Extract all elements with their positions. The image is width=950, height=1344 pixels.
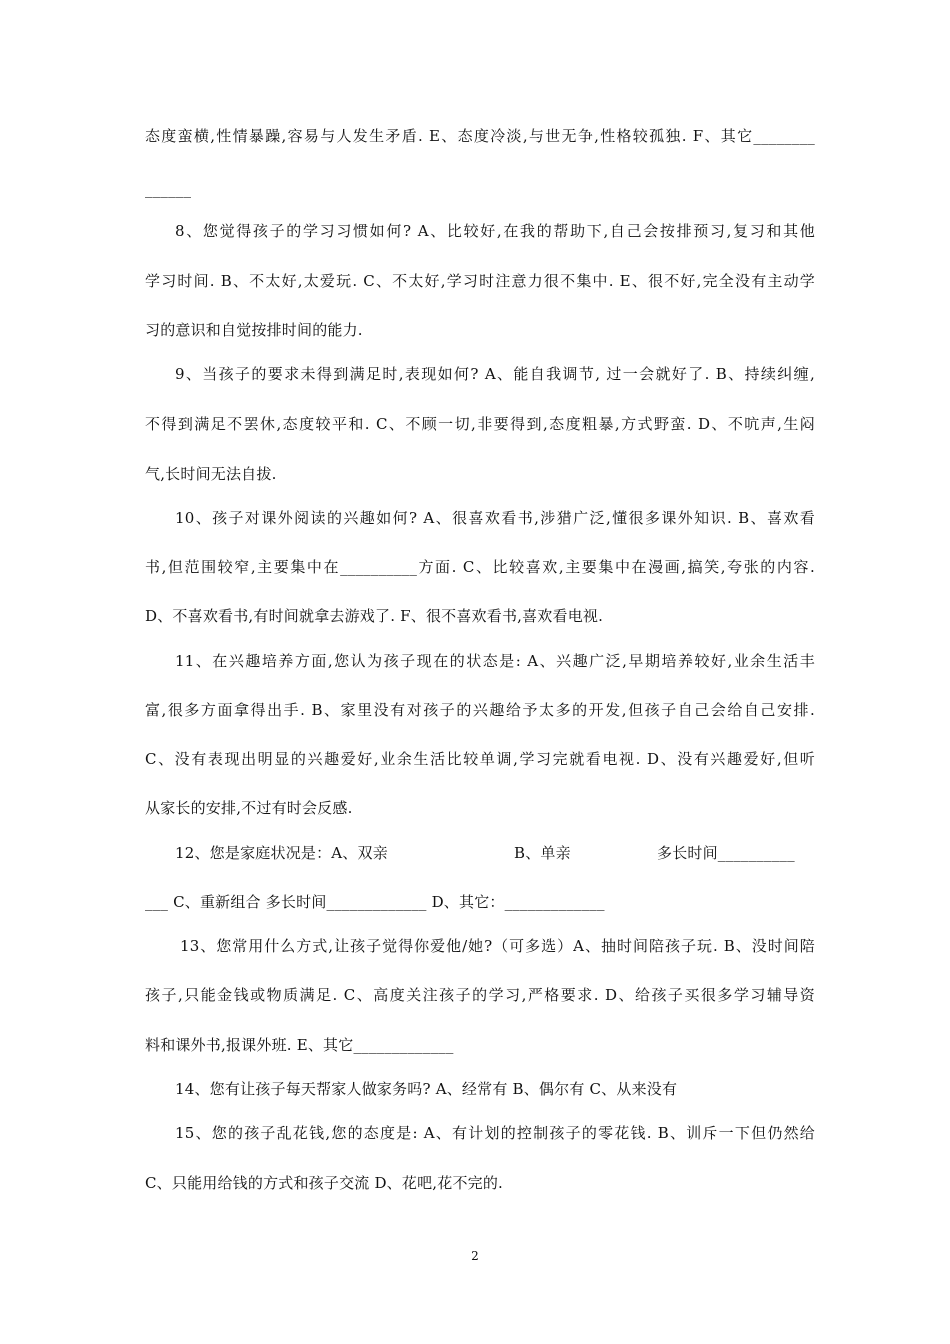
question-14-line: 14、您有让孩子每天帮家人做家务吗? A、经常有 B、偶尔有 C、从来没有 <box>175 1080 678 1098</box>
text-line: D、不喜欢看书,有时间就拿去游戏了. F、很不喜欢看书,喜欢看电视. <box>145 607 604 625</box>
text-line: 料和课外书,报课外班. E、其它_____________ <box>145 1036 454 1054</box>
question-11-line: 11、在兴趣培养方面,您认为孩子现在的状态是: A、兴趣广泛,早期培养较好,业余生活丰 <box>175 652 815 670</box>
text-line: 学习时间. B、不太好,太爱玩. C、不太好,学习时注意力很不集中. E、很不好,完全没有主动学 <box>145 272 815 290</box>
question-12-option-b: B、单亲 <box>514 844 571 862</box>
text-line: C、只能用给钱的方式和孩子交流 D、花吧,花不完的. <box>145 1174 504 1192</box>
question-12-duration: 多长时间__________ <box>657 844 795 862</box>
text-line: 习的意识和自觉按排时间的能力. <box>145 321 363 339</box>
text-line: 书,但范围较窄,主要集中在__________方面. C、比较喜欢,主要集中在漫画,搞笑,夸张的内容. <box>145 558 815 576</box>
text-line: 态度蛮横,性情暴躁,容易与人发生矛盾. E、态度冷淡,与世无争,性格较孤独. F、其它________ <box>145 127 815 145</box>
text-line: C、没有表现出明显的兴趣爱好,业余生活比较单调,学习完就看电视. D、没有兴趣爱好,但听 <box>145 750 815 768</box>
question-8-line: 8、您觉得孩子的学习习惯如何? A、比较好,在我的帮助下,自己会按排预习,复习和其他 <box>175 222 815 240</box>
text-line: 富,很多方面拿得出手. B、家里没有对孩子的兴趣给予太多的开发,但孩子自己会给自己安排. <box>145 701 815 719</box>
page-number: 2 <box>471 1249 479 1263</box>
text-line: 不得到满足不罢休,态度较平和. C、不顾一切,非要得到,态度粗暴,方式野蛮. D、不吭声,生闷 <box>145 415 815 433</box>
text-line: ______ <box>145 180 192 198</box>
text-line: 气,长时间无法自拔. <box>145 465 277 483</box>
question-13-line: 13、您常用什么方式,让孩子觉得你爱他/她?（可多选）A、抽时间陪孩子玩. B、没时间陪 <box>180 937 815 955</box>
question-15-line: 15、您的孩子乱花钱,您的态度是: A、有计划的控制孩子的零花钱. B、训斥一下但仍然给 <box>175 1124 815 1142</box>
text-line: ___ C、重新组合 多长时间_____________ D、其它：_____________ <box>145 893 605 911</box>
question-12-line: 12、您是家庭状况是：A、双亲 <box>175 844 388 862</box>
question-9-line: 9、当孩子的要求未得到满足时,表现如何? A、能自我调节, 过一会就好了. B、持续纠缠, <box>175 365 815 383</box>
question-10-line: 10、孩子对课外阅读的兴趣如何? A、很喜欢看书,涉猎广泛,懂很多课外知识. B、喜欢看 <box>175 509 815 527</box>
text-line: 孩子,只能金钱或物质满足. C、高度关注孩子的学习,严格要求. D、给孩子买很多学习辅导资 <box>145 986 815 1004</box>
text-line: 从家长的安排,不过有时会反感. <box>145 799 353 817</box>
